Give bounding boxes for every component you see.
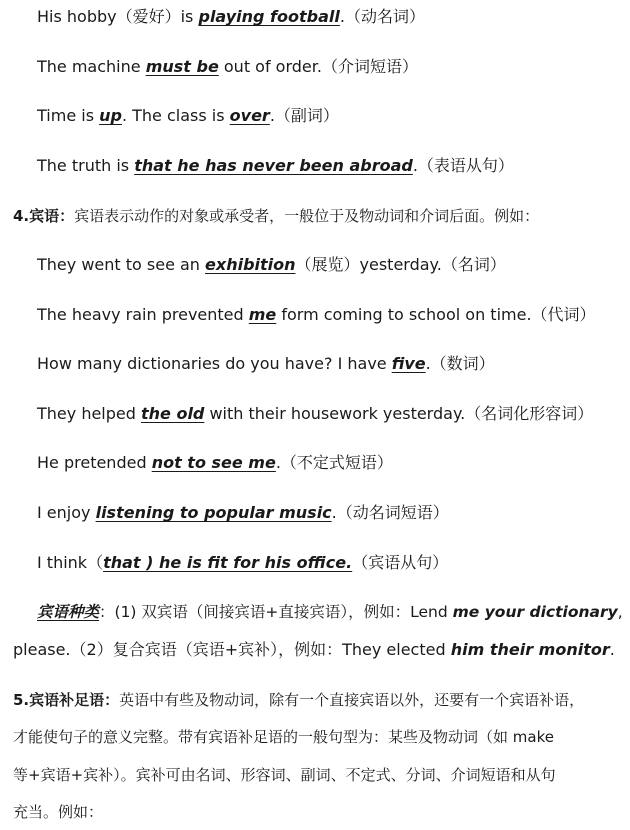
example-note: form coming to school on time.（代词） <box>276 305 596 324</box>
section-description: 等+宾语+宾补）。宾补可由名词、形容词、副词、不定式、分词、介词短语和从句 <box>13 766 556 784</box>
example-text: I think（ <box>37 553 104 572</box>
example-line <box>37 156 514 176</box>
example-note: with their housework yesterday.（名词化形容词） <box>204 404 594 423</box>
example-line <box>37 57 418 77</box>
example-highlight: the old <box>140 404 205 423</box>
example-text: They helped <box>37 404 141 423</box>
example-text: They went to see an <box>37 255 206 274</box>
example-note: .（动名词短语） <box>331 503 449 522</box>
object-kinds-example: me your dictionary <box>452 603 618 621</box>
example-line <box>37 255 506 275</box>
example-note: （展览）yesterday.（名词） <box>295 255 506 274</box>
example-text: He pretended <box>37 453 152 472</box>
object-kinds-label: 宾语种类 <box>37 603 100 621</box>
example-highlight: that he has never been abroad <box>134 156 413 175</box>
example-highlight: exhibition <box>205 255 296 274</box>
example-line <box>37 7 425 27</box>
example-highlight: five <box>391 354 426 373</box>
example-note: .（不定式短语） <box>275 453 393 472</box>
object-kinds-text: please.（2）复合宾语（宾语+宾补），例如：They elected <box>13 640 451 659</box>
example-highlight: over <box>229 106 270 125</box>
object-kinds-text: ：(1) 双宾语（间接宾语+直接宾语），例如：Lend <box>99 603 453 621</box>
example-highlight: up <box>99 106 122 125</box>
example-note: out of order.（介词短语） <box>218 57 418 76</box>
example-highlight: me <box>248 305 277 324</box>
object-kinds-text: . <box>609 640 615 659</box>
object-kinds-example: him their monitor <box>450 640 610 659</box>
example-highlight: not to see me <box>151 453 276 472</box>
example-line <box>37 354 495 374</box>
example-text: The machine <box>37 57 146 76</box>
example-text: . The class is <box>121 106 230 125</box>
section-heading: 4.宾语： <box>13 207 75 225</box>
example-text: The truth is <box>37 156 135 175</box>
example-highlight: playing football <box>198 7 340 26</box>
example-highlight: that ) he is fit for his office. <box>103 553 353 572</box>
example-text: Time is <box>37 106 100 125</box>
section-object <box>13 206 539 226</box>
section-complement <box>13 690 584 710</box>
example-note: .（数词） <box>425 354 495 373</box>
example-line <box>37 106 339 126</box>
object-kinds-text: , <box>617 603 623 621</box>
section-description: 才能使句子的意义完整。带有宾语补足语的一般句型为：某些及物动词（如 make <box>13 728 554 746</box>
section-description: 充当。例如： <box>13 803 104 821</box>
example-note: .（表语从句） <box>412 156 514 175</box>
example-note: .（动名词） <box>339 7 425 26</box>
example-line <box>37 404 593 424</box>
example-text: I enjoy <box>37 503 96 522</box>
section-description: 宾语表示动作的对象或承受者，一般位于及物动词和介词后面。例如： <box>74 207 540 225</box>
example-line <box>37 503 449 523</box>
example-line <box>37 453 393 473</box>
example-text: The heavy rain prevented <box>37 305 249 324</box>
example-note: .（副词） <box>269 106 339 125</box>
example-line <box>37 305 596 325</box>
example-text: His hobby（爱好）is <box>37 7 199 26</box>
example-highlight: must be <box>145 57 219 76</box>
object-kinds-line-2 <box>13 640 615 660</box>
section-heading: 5.宾语补足语： <box>13 691 120 709</box>
example-note: （宾语从句） <box>352 553 449 572</box>
example-line <box>37 553 448 573</box>
section-description: 英语中有些及物动词，除有一个直接宾语以外，还要有一个宾语补语， <box>119 691 585 709</box>
example-highlight: listening to popular music <box>95 503 332 522</box>
example-text: How many dictionaries do you have? I have <box>37 354 392 373</box>
object-kinds-line-1 <box>37 602 623 622</box>
